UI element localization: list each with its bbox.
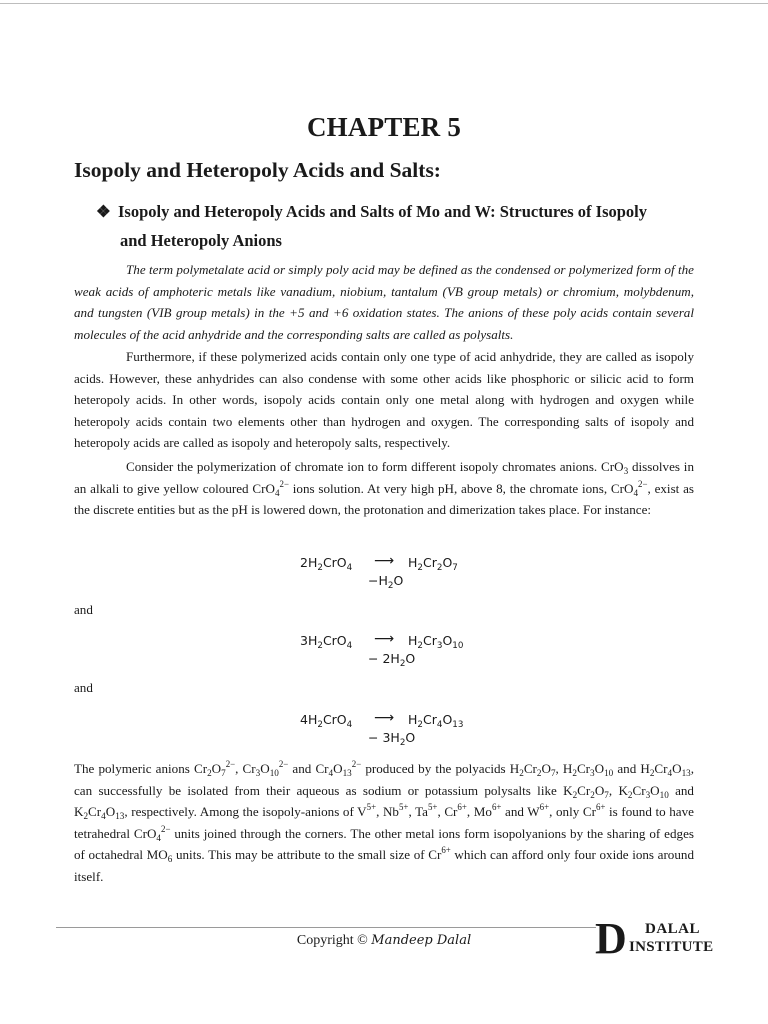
arrow-icon: ⟶	[374, 710, 395, 726]
equation-condition: $-H_2O$	[368, 573, 404, 591]
equation-condition: − $3H_2O$	[368, 730, 416, 748]
footer-rule	[56, 927, 596, 928]
subsection-heading-line1: Isopoly and Heteropoly Acids and Salts of Mo and W: Structures of Isopoly	[118, 202, 647, 221]
equation-rhs: $H_2Cr_3O_{10}$	[408, 633, 464, 651]
equation-lhs: $3H_2CrO_4$	[300, 633, 353, 651]
equation-lhs: $2H_2CrO_4$	[300, 555, 353, 573]
paragraph-definition: The term polymetalate acid or simply poly acid may be defined as the condensed or polymerized form of the weak acids of amphoteric metals like vanadium, niobium, tantalum (VB group metals) or chromium, molybdenum, and tungsten (VIB group metals) in the +5 and +6 oxidation states. The anions of these poly acids contain several molecules of the acid anhydride and the corresponding salts are called as polysalts.	[74, 262, 694, 342]
arrow-icon: ⟶	[374, 631, 395, 647]
equation-rhs: $H_2Cr_2O_7$	[408, 555, 458, 573]
equation-lhs: $4H_2CrO_4$	[300, 712, 353, 730]
paragraph-polymeric-anions: The polymeric anions $Cr_2O_7^{2-}$, $Cr_3O_{10}^{2-}$ and $Cr_4O_{13}^{2-}$ produced by the polyacids $H_2Cr_2O_7$, $H_2Cr_3O_{10}$ and $H_2Cr_4O_{13}$, can successfully be isolated from their aqueous as sodium or potassium polysalts like $K_2Cr_2O_7$, $K_2Cr_3O_{10}$ and $K_2Cr_4O_{13}$, respectively. Among the isopoly-anions of $V^{5+}$, $Nb^{5+}$, $Ta^{5+}$, $Cr^{6+}$, $Mo^{6+}$ and $W^{6+}$, only $Cr^{6+}$ is found to have tetrahedral CrO$_4^{2-}$ units joined through the corners. The other metal ions form isopolyanions by the sharing of edges of octahedral $MO_6$ units. This may be attribute to the small size of $Cr^{6+}$ which can afford only four oxide ions around itself.	[74, 759, 694, 884]
chapter-title: CHAPTER 5	[306, 112, 462, 142]
dalal-institute-logo	[595, 914, 725, 963]
equation-rhs: $H_2Cr_4O_{13}$	[408, 712, 464, 730]
logo-line1: DALAL	[645, 921, 701, 937]
copyright-notice: Copyright © Mandeep Dalal	[296, 933, 472, 948]
paragraph-isopoly-heteropoly: Furthermore, if these polymerized acids contain only one type of acid anhydride, they are called as isopoly acids. However, these anhydrides can also condense with some other acids like phosphoric or silicic acid to form heteropoly acids. In other words, isopoly acids contain only one metal along with hydrogen and oxygen while heteropoly acids contain two elements other than hydrogen and oxygen. The corresponding salts of isopoly and heteropoly acids are called as isopoly and heteropoly salts, respectively.	[74, 349, 694, 450]
subsection-heading-line2: and Heteropoly Anions	[120, 231, 282, 250]
logo-line2: INSTITUTE	[629, 939, 714, 955]
equation-condition: − $2H_2O$	[368, 651, 416, 669]
top-rule	[0, 3, 768, 4]
author-name: Mandeep Dalal	[371, 933, 472, 948]
and-text: and	[74, 602, 93, 617]
equation-tetrachromic	[290, 712, 510, 756]
and-text: and	[74, 680, 93, 695]
logo-letter: D	[595, 914, 627, 963]
arrow-icon: ⟶	[374, 553, 395, 569]
subsection-heading	[96, 197, 706, 255]
diamond-bullet-icon: ❖	[96, 202, 111, 221]
paragraph-chromate: Consider the polymerization of chromate ion to form different isopoly chromates anions. CrO$_3$ dissolves in an alkali to give yellow coloured CrO$_4^{2-}$ ions solution. At very high pH, above 8, the chromate ions, CrO$_4^{2-}$, exist as the discrete entities but as the pH is lowered down, the protonation and dimerization takes place. For instance:	[74, 459, 694, 517]
equation-trichromic	[290, 633, 510, 677]
section-heading: Isopoly and Heteropoly Acids and Salts:	[74, 158, 441, 182]
equation-dichromic	[290, 555, 510, 599]
